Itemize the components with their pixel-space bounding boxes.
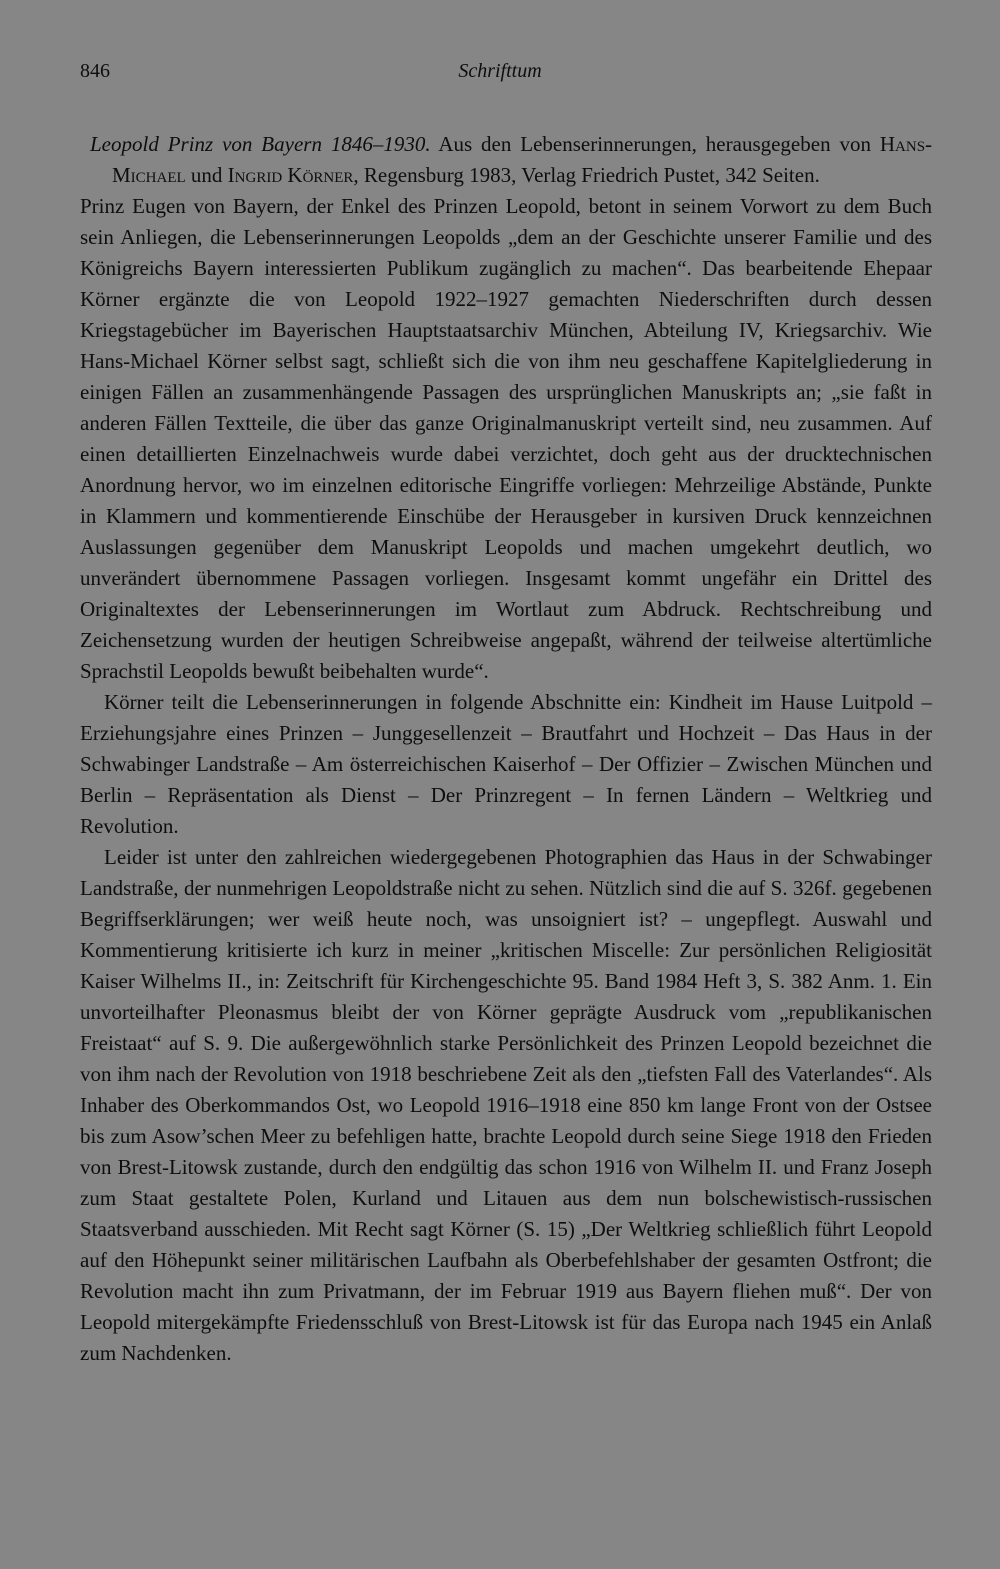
bib-and: und [190, 163, 223, 187]
paragraph-1: Prinz Eugen von Bayern, der Enkel des Prinzen Leopold, betont in seinem Vorwort zu dem Buch sein Anliegen, die Lebenserinnerungen Leopolds „dem an der Geschichte unserer Familie und des Königreichs Bayern interessierten Publikum zugänglich zu machen“. Das bearbeitende Ehepaar Körner ergänzte die von Leopold 1922–1927 gemachten Niederschriften durch dessen Kriegstagebücher im Bayerischen Hauptstaatsarchiv München, Abteilung IV, Kriegsarchiv. Wie Hans-Michael Körner selbst sagt, schließt sich die von ihm neu geschaffene Kapitelgliederung in einigen Fällen an zusammenhängende Passagen des ursprünglichen Manuskripts an; „sie faßt in anderen Fällen Textteile, die über das ganze Originalmanuskript verteilt sind, neu zusammen. Auf einen detaillierten Einzelnachweis wurde dabei verzichtet, doch geht aus der drucktechnischen Anordnung hervor, wo im einzelnen editorische Eingriffe vorliegen: Mehrzeilige Abstände, Punkte in Klammern und kommentierende Einschübe der Herausgeber in kursiven Druck kennzeichnen Auslassungen gegenüber dem Manuskript Leopolds und machen umgekehrt deutlich, wo unverändert übernommene Passagen vorliegen. Insgesamt kommt ungefähr ein Drittel des Originaltextes der Lebenserinnerungen im Wortlaut zum Abdruck. Rechtschreibung und Zeichensetzung wurden der heutigen Schreibweise angepaßt, während der teilweise altertümliche Sprachstil Leopolds bewußt beibehalten wurde“. [80, 194, 932, 683]
bib-text-1: Aus den Lebenserinnerungen, herausgegeben von [438, 132, 871, 156]
page-header [80, 60, 920, 88]
running-head: Schrifttum [458, 60, 542, 82]
editor-2: Ingrid Körner [227, 163, 354, 187]
paragraph-2: Körner teilt die Lebenserinnerungen in folgende Abschnitte ein: Kindheit im Hause Luitpold – Erziehungsjahre eines Prinzen – Junggesellenzeit – Brautfahrt und Hochzeit – Das Haus in der Schwabinger Landstraße – Am österreichischen Kaiserhof – Der Offizier – Zwischen München und Berlin – Repräsentation als Dienst – Der Prinzregent – In fernen Ländern – Weltkrieg und Revolution. [80, 690, 932, 838]
book-title: Leopold Prinz von Bayern 1846–1930. [90, 132, 431, 156]
bib-text-2: , Regensburg 1983, Verlag Friedrich Pustet, 342 Seiten. [353, 163, 820, 187]
editor-1: Hans-Michael [112, 132, 933, 187]
bibliographic-entry [80, 129, 932, 191]
page-number: 846 [80, 60, 110, 82]
paragraph-3: Leider ist unter den zahlreichen wiedergegebenen Photographien das Haus in der Schwabinger Landstraße, der nunmehrigen Leopoldstraße nicht zu sehen. Nützlich sind die auf S. 326f. gegebenen Begriffserklärungen; wer weiß heute noch, was unsoigniert ist? – ungepflegt. Auswahl und Kommentierung kritisierte ich kurz in meiner „kritischen Miscelle: Zur persönlichen Religiosität Kaiser Wilhelms II., in: Zeitschrift für Kirchengeschichte 95. Band 1984 Heft 3, S. 382 Anm. 1. Ein unvorteilhafter Pleonasmus bleibt der von Körner geprägte Ausdruck vom „republikanischen Freistaat“ auf S. 9. Die außergewöhnlich starke Persönlichkeit des Prinzen Leopold bezeichnet die von ihm nach der Revolution von 1918 beschriebene Zeit als den „tiefsten Fall des Vaterlandes“. Als Inhaber des Oberkommandos Ost, wo Leopold 1916–1918 eine 850 km lange Front von der Ostsee bis zum Asow’schen Meer zu befehligen hatte, brachte Leopold durch seine Siege 1918 den Frieden von Brest-Litowsk zustande, durch den endgültig das schon 1916 von Wilhelm II. und Franz Joseph zum Staat gestaltete Polen, Kurland und Litauen aus dem nun bolschewistisch-russischen Staatsverband ausschieden. Mit Recht sagt Körner (S. 15) „Der Weltkrieg schließlich führt Leopold auf den Höhepunkt seiner militärischen Laufbahn als Oberbefehlshaber der gesamten Ostfront; die Revolution macht ihn zum Privatmann, der im Februar 1919 aus Bayern fliehen muß“. Der von Leopold mitergekämpfte Friedensschluß von Brest-Litowsk ist für das Europa nach 1945 ein Anlaß zum Nachdenken. [80, 845, 932, 1365]
review-text [80, 129, 932, 1369]
